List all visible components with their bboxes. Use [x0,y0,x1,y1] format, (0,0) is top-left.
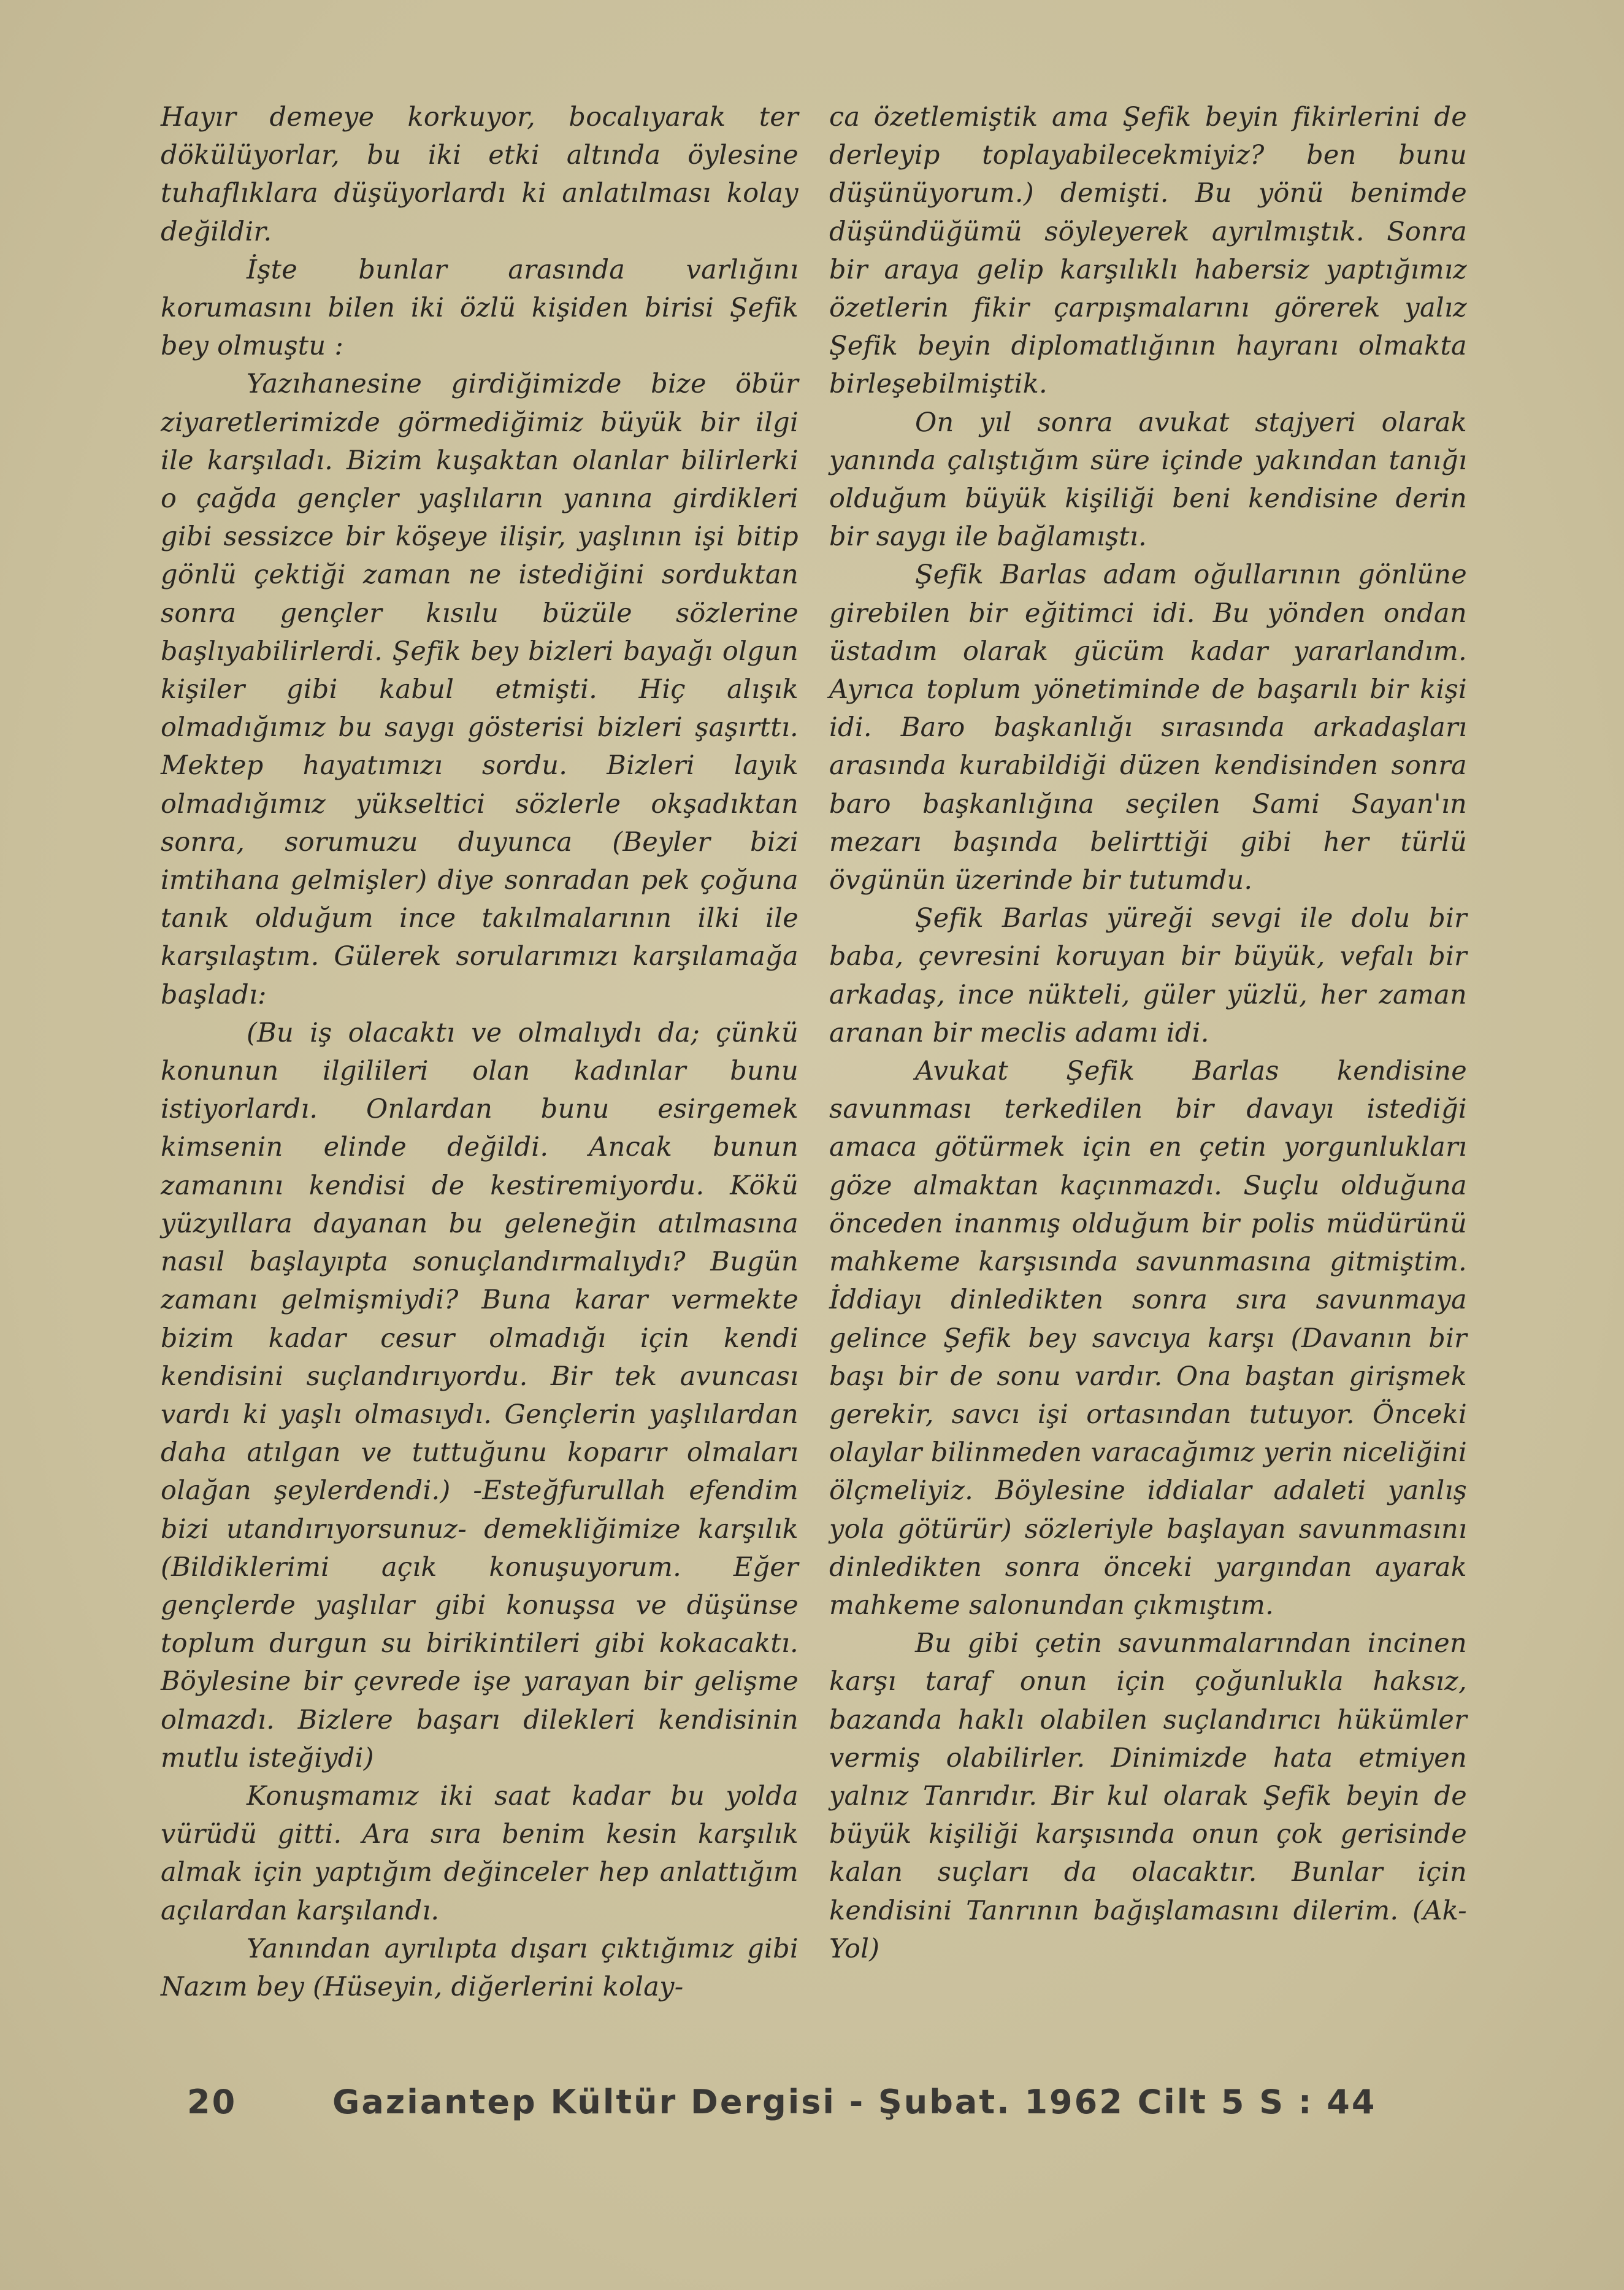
paragraph: Şefik Barlas adam oğullarının gönlüne girebilen bir eğitimci idi. Bu yönden ondan üstadım olarak gücüm kadar yararlandım. Ayrıca toplum yönetiminde de başarılı bir kişi idi. Baro başkanlığı sırasında arkadaşları arasında kurabildiği düzen kendisinden sonra baro başkanlığına seçilen Sami Sayan'ın mezarı başında belirttiği gibi her türlü övgünün üzerinde bir tutumdu. [829,559,1467,896]
paragraph: İşte bunlar arasında varlığını korumasını bilen iki özlü kişiden birisi Şefik bey olmuştu : [161,254,799,362]
paragraph: ca özetlemiştik ama Şefik beyin fikirlerini de derleyip toplayabilecekmiyiz? ben bunu düşünüyorum.) demişti. Bu yönü benimde düşündüğümü söyleyerek ayrılmıştık. Sonra bir araya gelip karşılıklı habersiz yaptığımız özetlerin fikir çarpışmalarını görerek yalız Şefik beyin diplomatlığının hayranı olmakta birleşebilmiştik. [829,102,1467,400]
paragraph: Bu gibi çetin savunmalarından incinen karşı taraf onun için çoğunlukla haksız, bazanda haklı olabilen suçlandırıcı hükümler vermiş olabilirler. Dinimizde hata etmiyen yalnız Tanrıdır. Bir kul olarak Şefik beyin de büyük kişiliği karşısında onun çok gerisinde kalan suçları da olacaktır. Bunlar için kendisini Tanrının bağışlamasını dilerim. (Ak-Yol) [829,1628,1467,1964]
paragraph: Konuşmamız iki saat kadar bu yolda vürüdü gitti. Ara sıra benim kesin karşılık almak için yaptığım değinceler hep anlattığım açılardan karşılandı. [161,1780,799,1926]
paragraph: Yazıhanesine girdiğimizde bize öbür ziyaretlerimizde görmediğimiz büyük bir ilgi ile karşıladı. Bizim kuşaktan olanlar bilirlerki o çağda gençler yaşlıların yanına girdikleri gibi sessizce bir köşeye ilişir, yaşlının işi bitip gönlü çektiği zaman ne istediğini sorduktan sonra gençler kısılu büzüle sözlerine başlıyabilirlerdi. Şefik bey bizleri bayağı olgun kişiler gibi kabul etmişti. Hiç alışık olmadığımız bu saygı gösterisi bizleri şaşırttı. Mektep hayatımızı sordu. Bizleri layık olmadığımız yükseltici sözlerle okşadıktan sonra, sorumuzu duyunca (Beyler bizi imtihana gelmişler) diye sonradan pek çoğuna tanık olduğum ince takılmalarının ilki ile karşılaştım. Gülerek sorularımızı karşılamağa başladı: [161,369,799,1010]
paragraph: Hayır demeye korkuyor, bocalıyarak ter dökülüyorlar, bu iki etki altında öylesine tuhaflıklara düşüyorlardı ki anlatılması kolay değildir. [161,102,799,247]
paragraph: (Bu iş olacaktı ve olmalıydı da; çünkü konunun ilgilileri olan kadınlar bunu istiyorlardı. Onlardan bunu esirgemek kimsenin elinde değildi. Ancak bunun zamanını kendisi de kestiremiyordu. Kökü yüzyıllara dayanan bu geleneğin atılmasına nasıl başlayıpta sonuçlandırmalıydı? Bugün zamanı gelmişmiydi? Buna karar vermekte bizim kadar cesur olmadığı için kendi kendisini suçlandırıyordu. Bir tek avuncası vardı ki yaşlı olmasıydı. Gençlerin yaşlılardan daha atılgan ve tuttuğunu koparır olmaları olağan şeylerdendi.) -Esteğfurullah efendim bizi utandırıyorsunuz- demekliğimize karşılık (Bildiklerimi açık konuşuyorum. Eğer gençlerde yaşlılar gibi konuşsa ve düşünse toplum durgun su birikintileri gibi kokacaktı. Böylesine bir çevrede işe yarayan bir gelişme olmazdı. Bizlere başarı dilekleri kendisinin mutlu isteğiydi) [161,1017,799,1773]
magazine-issue-line: Gaziantep Kültür Dergisi - Şubat. 1962 Cilt 5 S : 44 [332,2083,1377,2121]
paragraph: Avukat Şefik Barlas kendisine savunması terkedilen bir davayı istediği amaca götürmek için en çetin yorgunlukları göze almaktan kaçınmazdı. Suçlu olduğuna önceden inanmış olduğum bir polis müdürünü mahkeme karşısında savunmasına gitmiştim. İddiayı dinledikten sonra sıra savunmaya gelince Şefik bey savcıya karşı (Davanın bir başı bir de sonu vardır. Ona baştan girişmek gerekir, savcı işi ortasından tutuyor. Önceki olaylar bilinmeden varacağımız yerin niceliğini ölçmeliyiz. Böylesine iddialar adaleti yanlış yola götürür) sözleriyle başlayan savunmasını dinledikten sonra önceki yargından ayarak mahkeme salonundan çıkmıştım. [829,1056,1467,1621]
page-footer [187,2083,1463,2126]
left-text-column [161,98,799,2006]
page-number: 20 [187,2083,237,2121]
paragraph: Şefik Barlas yüreği sevgi ile dolu bir baba, çevresini koruyan bir büyük, vefalı bir arkadaş, ince nükteli, güler yüzlü, her zaman aranan bir meclis adamı idi. [829,903,1467,1048]
right-text-column [829,98,1467,1968]
paragraph: Yanından ayrılıpta dışarı çıktığımız gibi Nazım bey (Hüseyin, diğerlerini kolay- [161,1933,799,2002]
paragraph: On yıl sonra avukat stajyeri olarak yanında çalıştığım süre içinde yakından tanığı olduğum büyük kişiliği beni kendisine derin bir saygı ile bağlamıştı. [829,407,1467,553]
